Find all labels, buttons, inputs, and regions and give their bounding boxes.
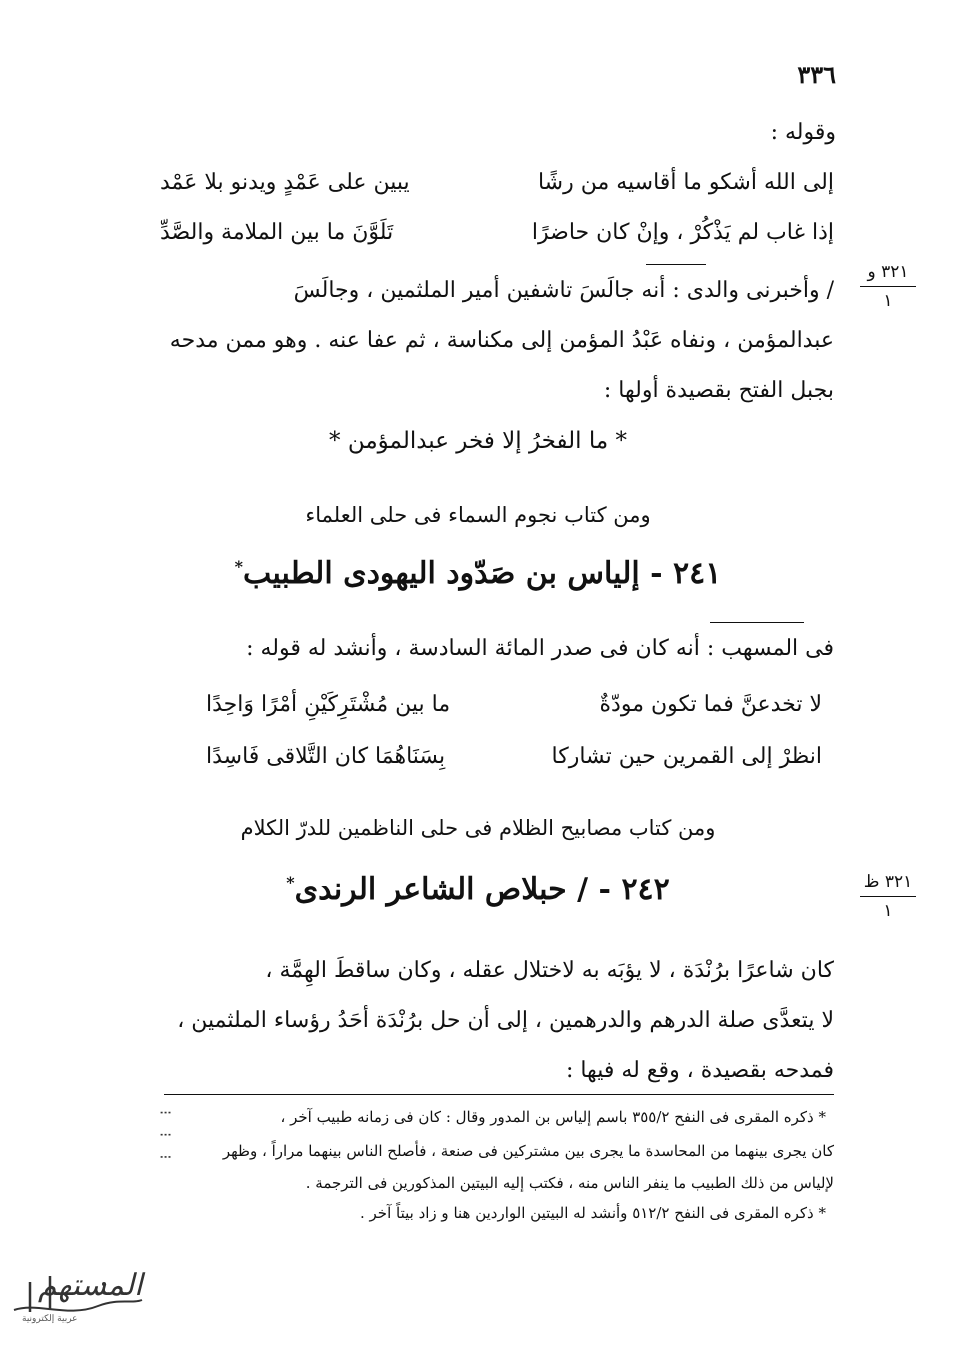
footnote-1-line-1: * ذكره المقرى فى النفح ٣٥٥/٢ باسم إلياس بن المدور وقال : كان فى زمانه طبيب آخر ، [280,1108,826,1126]
paragraph-1-line-1: / وأخبرنى والدى : أنه جالَسَ تاشفين أمير الملثمين ، وجالَسَ [293,278,834,303]
poem-1-line-2-left: تَلَوَّنَ ما بين الملامة والصَّدِّ [160,220,394,245]
paragraph-2-line-1: كان شاعرًا برُنْدَة ، لا يؤبَه به لاختلال عقله ، وكان ساقطَ الهِمَّة ، [265,958,834,983]
poem-1-line-2-right: إذا غاب لم يَذْكُرْ ، وإنْ كان حاضرًا [531,220,834,245]
entry-242-title-text: ٢٤٢ - / حبلاص الشاعر الرندى [294,872,670,907]
entry-241-title [0,556,956,591]
publisher-logo [8,1262,148,1332]
verse-quote: * ما الفخرُ إلا فخر عبدالمؤمن * [329,428,627,454]
margin-note-1-top: ٣٢١ و [867,262,909,282]
short-rule [646,264,706,265]
paragraph-1-line-3: بجبل الفتح بقصيدة أولها : [603,378,834,403]
margin-note-2-bottom: ١ [883,901,893,921]
margin-note-1-bottom: ١ [883,291,893,311]
poem-2-line-1-left: ما بين مُشْتَرِكَيْنِ أمْرًا وَاحِدًا [206,692,451,717]
entry-241-intro: فى المسهب : أنه كان فى صدر المائة السادسة ، وأنشد له قوله : [246,636,834,661]
poem-2-line-1-right: لا تخدعنَّ فما تكون مودّةٌ [599,692,822,717]
margin-note-folio-2 [860,872,916,921]
scan-edge-marks: ⁝ ⁝ ⁝ [156,1110,175,1166]
paragraph-1-line-2: عبدالمؤمن ، ونفاه عَبْدُ المؤمن إلى مكناسة ، ثم عفا عنه . وهو ممن مدحه [169,328,834,353]
footnote-1-line-2: كان يجرى بينهما من المحاسدة ما يجرى بين مشتركين فى صنعة ، فأصلح الناس بينهما مراراً ، وظهر [222,1142,834,1160]
margin-note-1-rule [860,286,916,287]
poem-2-line-2-left: بِسَنَاهُمَا كان التَّلاقى فَاسِدًا [206,744,446,769]
paragraph-2-line-2: لا يتعدَّى صلة الدرهم والدرهمين ، إلى أن حل برُنْدَة أحَدُ رؤساء الملثمين ، [177,1008,834,1033]
entry-241-footnote-star: * [234,557,243,576]
intro-label: وقوله : [770,120,836,145]
source-heading-1: ومن كتاب نجوم السماء فى حلى العلماء [305,503,651,527]
entry-241-underline [710,622,804,623]
entry-242-title [0,872,956,907]
poem-2-line-2-right: انظرْ إلى القمرين حين تشاركا [551,744,822,769]
margin-note-2-top: ٣٢١ ظ [863,872,913,892]
footnote-1-line-3: لإلياس من ذلك الطبيب ما ينفر الناس منه ، فكتب إليه البيتين المذكورين فى الترجمة . [305,1174,834,1192]
footnote-2: * ذكره المقرى فى النفح ٥١٢/٢ وأنشد له البيتين الواردين هنا و زاد بيتاً آخر . [359,1204,826,1222]
margin-note-2-rule [860,896,916,897]
margin-note-folio-1 [860,262,916,311]
entry-241-title-text: ٢٤١ - إلياس بن صَدّود اليهودى الطبيب [243,556,722,591]
page-number: ٣٣٦ [797,60,836,89]
logo-subtext: عربية إلكترونية [22,1314,78,1324]
entry-242-footnote-star: * [286,873,295,892]
poem-1-line-1-right: إلى الله أشكو ما أقاسيه من رشًا [537,170,834,195]
paragraph-2-line-3: فمدحه بقصيدة ، وقع له فيها : [565,1058,834,1083]
logo-text: المستهم [38,1268,143,1303]
footnote-separator [164,1094,834,1095]
poem-1-line-1-left: يبين على عَمْدٍ ويدنو بلا عَمْد [160,170,410,195]
source-heading-2: ومن كتاب مصابيح الظلام فى حلى الناظمين للدرّ الكلام [240,816,716,840]
